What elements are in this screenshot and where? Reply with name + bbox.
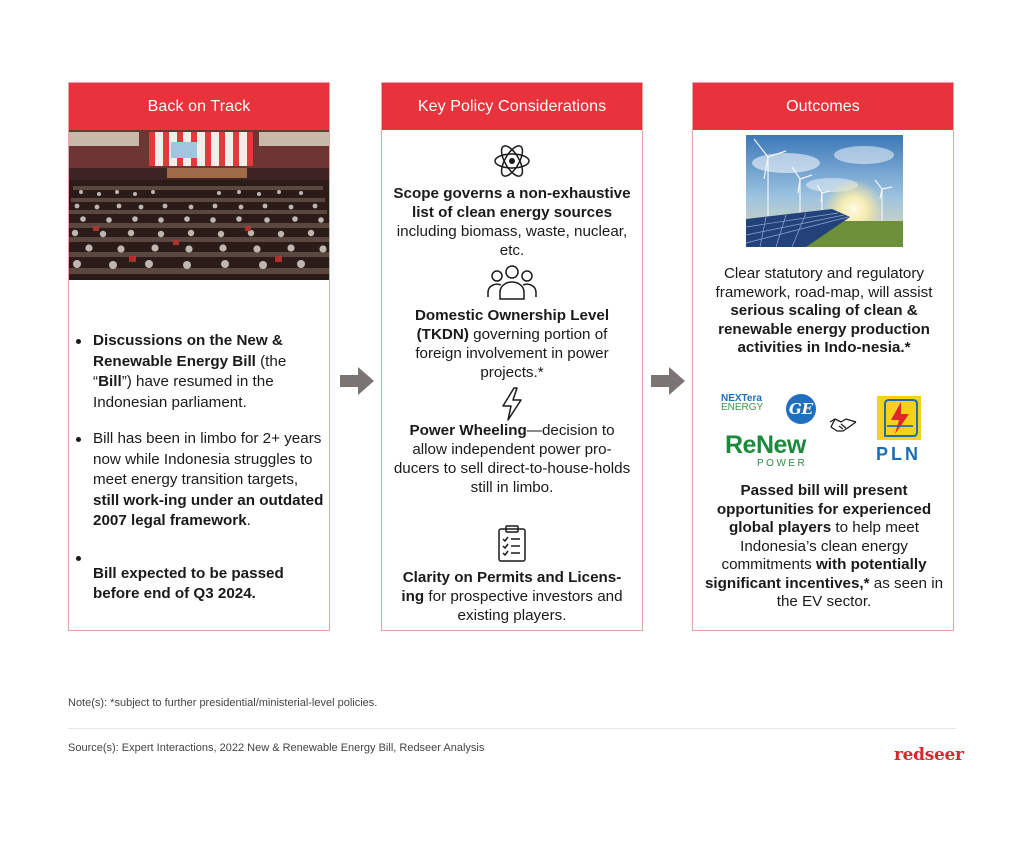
key-policy-card — [381, 82, 643, 631]
power-wheeling-text — [392, 421, 632, 497]
key-policy-header: Key Policy Considerations — [382, 83, 642, 130]
text-run: Clear statutory and regulatory framework, road-map, will assist — [715, 265, 933, 301]
text-run: . — [246, 512, 251, 529]
bullet-item — [75, 564, 325, 605]
text-run: governing portion of foreign involvement in power projects.* — [415, 326, 609, 381]
outcomes-text-2 — [701, 482, 947, 612]
text-run: including biomass, waste, nuclear, etc. — [396, 223, 628, 259]
text-run: (the “ — [93, 352, 287, 390]
redseer-logo: redseer — [894, 745, 964, 765]
back-on-track-bullets — [75, 331, 325, 621]
text-run: ”) have resumed in the Indonesian parliament. — [93, 373, 274, 411]
ge-logo: GE — [786, 394, 816, 424]
atom-icon — [492, 141, 532, 181]
text-run: as seen in the EV sector. — [776, 574, 944, 610]
bullet-item — [75, 429, 325, 532]
pln-logo-icon — [877, 396, 921, 440]
right-arrow-icon — [340, 367, 374, 395]
bullet-item — [75, 331, 325, 413]
text-run: for prospective investors and existing players. — [424, 588, 623, 624]
wind-turbines-solar-panels-photo — [746, 135, 903, 247]
pln-logo-text: PLN — [876, 444, 921, 464]
footer-divider — [68, 728, 956, 729]
renew-power-logo: ReNew — [725, 431, 806, 459]
bullet-item-empty — [75, 548, 325, 564]
outcomes-card — [692, 82, 954, 631]
permits-licensing-text — [392, 568, 632, 625]
text-run: Bill has been in limbo for 2+ years now while Indonesia struggles to meet energy transition targets, — [93, 430, 322, 488]
bold-text-run: Scope governs a non-exhaustive list of clean energy sources — [393, 185, 631, 221]
back-on-track-card — [68, 82, 330, 631]
source-text: Source(s): Expert Interactions, 2022 New & Renewable Energy Bill, Redseer Analysis — [68, 742, 485, 754]
renew-power-subtext: POWER — [757, 458, 808, 469]
back-on-track-header: Back on Track — [69, 83, 329, 130]
clipboard-checklist-icon — [497, 525, 527, 563]
footnote: Note(s): *subject to further presidential/ministerial-level policies. — [68, 697, 378, 709]
text-run: —decision to allow independent power pro-ducers to sell direct-to-house-holds still in limbo. — [393, 422, 631, 496]
right-arrow-icon — [651, 367, 685, 395]
handshake-icon — [829, 416, 857, 434]
bold-text-run: Power Wheeling — [409, 422, 527, 439]
bold-text-run: Passed bill will present opportunities for experienced global players — [716, 482, 932, 536]
bold-text-run: Discussions on the New & Renewable Energy Bill — [93, 332, 283, 370]
lightning-bolt-icon — [500, 387, 524, 421]
bold-text-run: serious scaling of clean & renewable energy production activities in Indo-nesia.* — [718, 302, 930, 356]
bold-text-run: Domestic Ownership Level (TKDN) — [414, 307, 610, 343]
outcomes-text-1 — [701, 265, 947, 358]
parliament-session-photo — [69, 130, 329, 280]
nextera-energy-logo: NEXTera ENERGY — [721, 393, 764, 413]
tkdn-text — [392, 306, 632, 382]
text-run: to help meet Indonesia’s clean energy commitments — [721, 519, 919, 573]
bold-text-run: with potentially significant incentives,* — [704, 556, 927, 592]
scope-text — [392, 184, 632, 260]
people-group-icon — [486, 263, 538, 301]
outcomes-header: Outcomes — [693, 83, 953, 130]
bold-text-run: Bill — [98, 373, 122, 390]
bold-text-run: Clarity on Permits and Licens-ing — [401, 569, 622, 605]
bold-text-run: still work-ing under an outdated 2007 legal framework — [93, 491, 324, 529]
bold-text-run: Bill expected to be passed before end of Q3 2024. — [93, 564, 284, 602]
